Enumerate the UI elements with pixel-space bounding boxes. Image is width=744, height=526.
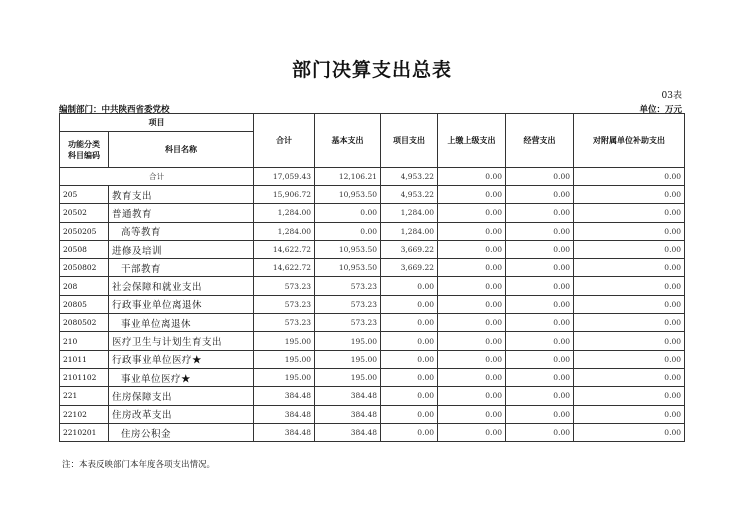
cell-basic: 0.00 (315, 204, 381, 222)
cell-basic: 384.48 (315, 405, 381, 423)
table-row (60, 405, 685, 423)
subject-name: 住房公积金 (109, 423, 254, 441)
subject-name: 干部教育 (109, 259, 254, 277)
cell-project: 1,284.00 (381, 222, 438, 240)
header-total: 合计 (254, 114, 315, 168)
header-basic: 基本支出 (315, 114, 381, 168)
table-row (60, 277, 685, 295)
subject-name: 行政事业单位医疗★ (109, 350, 254, 368)
page-title: 部门决算支出总表 (291, 59, 452, 81)
cell-basic: 195.00 (315, 368, 381, 386)
total-subsidy: 0.00 (574, 168, 685, 186)
subject-code: 2050802 (60, 259, 109, 277)
cell-business: 0.00 (506, 423, 574, 441)
subject-name: 教育支出 (109, 186, 254, 204)
cell-basic: 384.48 (315, 423, 381, 441)
table-row (60, 222, 685, 240)
cell-basic: 573.23 (315, 295, 381, 313)
subject-code: 208 (60, 277, 109, 295)
cell-upper: 0.00 (438, 240, 506, 258)
cell-upper: 0.00 (438, 222, 506, 240)
cell-project: 3,669.22 (381, 240, 438, 258)
header-item: 项目 (60, 114, 254, 132)
header-code-line1: 功能分类 (68, 138, 100, 149)
subject-name: 事业单位医疗★ (109, 368, 254, 386)
cell-basic: 573.23 (315, 314, 381, 332)
cell-total: 573.23 (254, 295, 315, 313)
total-business: 0.00 (506, 168, 574, 186)
cell-upper: 0.00 (438, 186, 506, 204)
table-row (60, 387, 685, 405)
cell-total: 1,284.00 (254, 222, 315, 240)
subject-code: 20502 (60, 204, 109, 222)
cell-business: 0.00 (506, 240, 574, 258)
cell-total: 384.48 (254, 423, 315, 441)
compiling-department: 编制部门：中共陕西省委党校 (59, 105, 170, 115)
cell-subsidy: 0.00 (574, 240, 685, 258)
subject-code: 20805 (60, 295, 109, 313)
subject-code: 2050205 (60, 222, 109, 240)
cell-business: 0.00 (506, 332, 574, 350)
expenditure-summary-table (59, 113, 685, 442)
cell-basic: 195.00 (315, 332, 381, 350)
header-upper: 上缴上级支出 (438, 114, 506, 168)
cell-total: 384.48 (254, 387, 315, 405)
cell-subsidy: 0.00 (574, 314, 685, 332)
cell-upper: 0.00 (438, 423, 506, 441)
header-business: 经营支出 (506, 114, 574, 168)
cell-project: 0.00 (381, 295, 438, 313)
cell-subsidy: 0.00 (574, 350, 685, 368)
cell-total: 195.00 (254, 368, 315, 386)
table-row (60, 368, 685, 386)
table-row (60, 314, 685, 332)
cell-total: 195.00 (254, 350, 315, 368)
cell-project: 0.00 (381, 332, 438, 350)
cell-total: 195.00 (254, 332, 315, 350)
cell-subsidy: 0.00 (574, 259, 685, 277)
cell-subsidy: 0.00 (574, 332, 685, 350)
cell-total: 14,622.72 (254, 259, 315, 277)
cell-project: 0.00 (381, 314, 438, 332)
header-code-line2: 科目编码 (68, 149, 100, 160)
header-name: 科目名称 (109, 132, 254, 168)
subject-name: 事业单位离退休 (109, 314, 254, 332)
cell-upper: 0.00 (438, 259, 506, 277)
total-label: 合计 (60, 168, 254, 186)
cell-upper: 0.00 (438, 368, 506, 386)
subject-name: 高等教育 (109, 222, 254, 240)
cell-subsidy: 0.00 (574, 295, 685, 313)
cell-subsidy: 0.00 (574, 222, 685, 240)
cell-upper: 0.00 (438, 277, 506, 295)
footnote: 注：本表反映部门本年度各项支出情况。 (62, 460, 216, 470)
cell-upper: 0.00 (438, 350, 506, 368)
total-basic: 12,106.21 (315, 168, 381, 186)
header-code (60, 132, 109, 168)
cell-business: 0.00 (506, 350, 574, 368)
cell-project: 0.00 (381, 277, 438, 295)
cell-total: 14,622.72 (254, 240, 315, 258)
subject-code: 22102 (60, 405, 109, 423)
cell-project: 1,284.00 (381, 204, 438, 222)
cell-business: 0.00 (506, 387, 574, 405)
cell-business: 0.00 (506, 222, 574, 240)
cell-project: 0.00 (381, 405, 438, 423)
cell-project: 3,669.22 (381, 259, 438, 277)
cell-business: 0.00 (506, 405, 574, 423)
cell-project: 0.00 (381, 387, 438, 405)
cell-subsidy: 0.00 (574, 368, 685, 386)
cell-basic: 384.48 (315, 387, 381, 405)
table-row (60, 186, 685, 204)
table-row (60, 350, 685, 368)
cell-upper: 0.00 (438, 204, 506, 222)
table-row (60, 259, 685, 277)
subject-name: 普通教育 (109, 204, 254, 222)
subject-code: 21011 (60, 350, 109, 368)
subject-name: 住房保障支出 (109, 387, 254, 405)
cell-upper: 0.00 (438, 295, 506, 313)
total-project: 4,953.22 (381, 168, 438, 186)
cell-business: 0.00 (506, 186, 574, 204)
cell-project: 0.00 (381, 368, 438, 386)
cell-subsidy: 0.00 (574, 186, 685, 204)
table-row (60, 332, 685, 350)
cell-basic: 10,953.50 (315, 240, 381, 258)
cell-basic: 573.23 (315, 277, 381, 295)
table-row (60, 295, 685, 313)
cell-business: 0.00 (506, 204, 574, 222)
total-upper: 0.00 (438, 168, 506, 186)
subject-name: 行政事业单位离退休 (109, 295, 254, 313)
subject-code: 2080502 (60, 314, 109, 332)
cell-total: 15,906.72 (254, 186, 315, 204)
subject-name: 进修及培训 (109, 240, 254, 258)
cell-basic: 10,953.50 (315, 186, 381, 204)
cell-project: 0.00 (381, 350, 438, 368)
subject-name: 住房改革支出 (109, 405, 254, 423)
cell-basic: 195.00 (315, 350, 381, 368)
table-row (60, 423, 685, 441)
subject-code: 2101102 (60, 368, 109, 386)
subject-name: 医疗卫生与计划生育支出 (109, 332, 254, 350)
table-row (60, 240, 685, 258)
subject-code: 20508 (60, 240, 109, 258)
subject-code: 221 (60, 387, 109, 405)
subject-code: 210 (60, 332, 109, 350)
subject-code: 205 (60, 186, 109, 204)
cell-total: 1,284.00 (254, 204, 315, 222)
header-project: 项目支出 (381, 114, 438, 168)
cell-business: 0.00 (506, 259, 574, 277)
total-total: 17,059.43 (254, 168, 315, 186)
cell-basic: 0.00 (315, 222, 381, 240)
currency-unit: 单位：万元 (639, 105, 682, 115)
subject-name: 社会保障和就业支出 (109, 277, 254, 295)
cell-subsidy: 0.00 (574, 405, 685, 423)
cell-business: 0.00 (506, 314, 574, 332)
cell-upper: 0.00 (438, 387, 506, 405)
cell-business: 0.00 (506, 277, 574, 295)
cell-total: 384.48 (254, 405, 315, 423)
subject-code: 2210201 (60, 423, 109, 441)
cell-business: 0.00 (506, 295, 574, 313)
header-subsidy: 对附属单位补助支出 (574, 114, 685, 168)
cell-upper: 0.00 (438, 405, 506, 423)
cell-upper: 0.00 (438, 332, 506, 350)
cell-business: 0.00 (506, 368, 574, 386)
form-number: 03表 (661, 91, 682, 101)
cell-project: 0.00 (381, 423, 438, 441)
cell-subsidy: 0.00 (574, 204, 685, 222)
cell-basic: 10,953.50 (315, 259, 381, 277)
cell-subsidy: 0.00 (574, 387, 685, 405)
table-row (60, 204, 685, 222)
total-row (60, 168, 685, 186)
cell-total: 573.23 (254, 314, 315, 332)
cell-total: 573.23 (254, 277, 315, 295)
cell-project: 4,953.22 (381, 186, 438, 204)
cell-subsidy: 0.00 (574, 423, 685, 441)
cell-upper: 0.00 (438, 314, 506, 332)
cell-subsidy: 0.00 (574, 277, 685, 295)
